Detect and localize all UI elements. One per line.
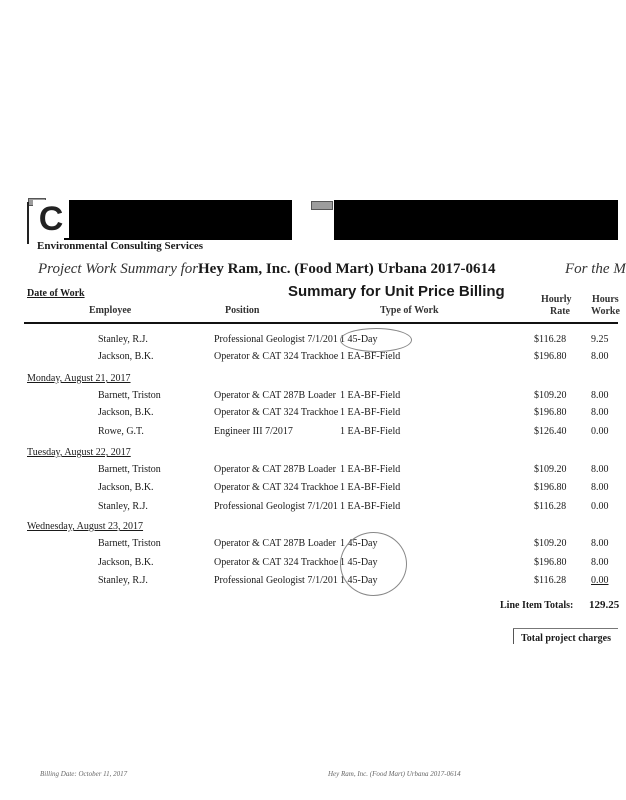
project-client: Hey Ram, Inc. (Food Mart) Urbana 2017-0614 xyxy=(198,261,496,277)
position-cell: Operator & CAT 287B Loader xyxy=(214,538,337,549)
type-cell: 1 45-Day xyxy=(340,557,378,568)
date-group-label: Wednesday, August 23, 2017 xyxy=(27,521,144,532)
employee-cell: Rowe, G.T. xyxy=(98,426,144,437)
handwritten-circle-mark xyxy=(340,532,407,596)
rate-cell: $196.80 xyxy=(534,407,567,418)
employee-cell: Stanley, R.J. xyxy=(98,334,148,345)
employee-cell: Stanley, R.J. xyxy=(98,501,148,512)
type-cell: 1 EA-BF-Field xyxy=(340,482,401,493)
header-left-border xyxy=(27,202,29,244)
date-group-label: Tuesday, August 22, 2017 xyxy=(27,447,131,458)
client-footer: Hey Ram, Inc. (Food Mart) Urbana 2017-0614 xyxy=(328,770,461,778)
hours-cell: 0.00 xyxy=(591,501,609,512)
hours-cell: 8.00 xyxy=(591,390,609,401)
hours-cell: 0.00 xyxy=(591,575,609,586)
tab-marker-center xyxy=(311,201,333,210)
position-cell: Operator & CAT 324 Trackhoe xyxy=(214,351,339,362)
type-cell: 1 EA-BF-Field xyxy=(340,407,401,418)
rate-cell: $109.20 xyxy=(534,390,567,401)
rate-cell: $116.28 xyxy=(534,501,567,512)
summary-title: Summary for Unit Price Billing xyxy=(288,283,505,300)
hours-cell: 8.00 xyxy=(591,464,609,475)
rate-cell: $126.40 xyxy=(534,426,567,437)
position-column-header: Position xyxy=(225,305,260,316)
hours-cell: 8.00 xyxy=(591,482,609,493)
position-cell: Operator & CAT 324 Trackhoe xyxy=(214,482,339,493)
rate-cell: $109.20 xyxy=(534,538,567,549)
company-logo: C xyxy=(33,200,69,238)
position-cell: Professional Geologist 7/1/201 xyxy=(214,575,338,586)
date-group-label: Monday, August 21, 2017 xyxy=(27,373,131,384)
position-cell: Operator & CAT 287B Loader xyxy=(214,390,337,401)
rate-cell: $196.80 xyxy=(534,351,567,362)
line-item-totals-label: Line Item Totals: xyxy=(500,600,574,611)
rate-cell: $116.28 xyxy=(534,334,567,345)
hours-cell: 9.25 xyxy=(591,334,609,345)
rate-cell: $196.80 xyxy=(534,557,567,568)
position-cell: Professional Geologist 7/1/201 xyxy=(214,334,338,345)
position-cell: Engineer III 7/2017 xyxy=(214,426,293,437)
redacted-block-left xyxy=(64,200,292,240)
employee-cell: Jackson, B.K. xyxy=(98,407,154,418)
employee-cell: Barnett, Triston xyxy=(98,390,161,401)
date-of-work-header: Date of Work xyxy=(27,288,85,299)
employee-cell: Stanley, R.J. xyxy=(98,575,148,586)
hourly-rate-header-line2: Rate xyxy=(550,306,570,317)
hours-worked-header-line2: Worke xyxy=(591,306,620,317)
company-tagline: Environmental Consulting Services xyxy=(37,240,204,252)
employee-cell: Barnett, Triston xyxy=(98,464,161,475)
position-cell: Operator & CAT 324 Trackhoe xyxy=(214,407,339,418)
rate-cell: $109.20 xyxy=(534,464,567,475)
project-label: Project Work Summary for: xyxy=(38,261,204,277)
type-cell: 1 EA-BF-Field xyxy=(340,464,401,475)
rate-cell: $196.80 xyxy=(534,482,567,493)
handwritten-circle-mark xyxy=(340,328,412,352)
employee-cell: Jackson, B.K. xyxy=(98,482,154,493)
hourly-rate-header-line1: Hourly xyxy=(541,294,572,305)
hours-cell: 8.00 xyxy=(591,557,609,568)
period-label: For the M xyxy=(565,261,626,277)
type-cell: 1 45-Day xyxy=(340,538,378,549)
position-cell: Professional Geologist 7/1/201 xyxy=(214,501,338,512)
employee-cell: Jackson, B.K. xyxy=(98,557,154,568)
hours-cell: 0.00 xyxy=(591,426,609,437)
employee-cell: Jackson, B.K. xyxy=(98,351,154,362)
type-cell: 1 EA-BF-Field xyxy=(340,390,401,401)
type-cell: 1 45-Day xyxy=(340,334,378,345)
employee-column-header: Employee xyxy=(89,305,132,316)
line-item-totals-value: 129.25 xyxy=(589,599,620,611)
position-cell: Operator & CAT 287B Loader xyxy=(214,464,337,475)
type-of-work-column-header: Type of Work xyxy=(380,305,439,316)
employee-cell: Barnett, Triston xyxy=(98,538,161,549)
redacted-block-right xyxy=(334,200,618,240)
type-cell: 1 EA-BF-Field xyxy=(340,351,401,362)
hours-cell: 8.00 xyxy=(591,351,609,362)
hours-cell: 8.00 xyxy=(591,407,609,418)
header-rule xyxy=(24,322,618,324)
hours-worked-header-line1: Hours xyxy=(592,294,619,305)
total-charges-top-rule xyxy=(513,628,618,629)
total-charges-bracket xyxy=(513,628,514,644)
type-cell: 1 45-Day xyxy=(340,575,378,586)
type-cell: 1 EA-BF-Field xyxy=(340,426,401,437)
hours-cell: 8.00 xyxy=(591,538,609,549)
billing-date-footer: Billing Date: October 11, 2017 xyxy=(40,770,128,778)
rate-cell: $116.28 xyxy=(534,575,567,586)
type-cell: 1 EA-BF-Field xyxy=(340,501,401,512)
position-cell: Operator & CAT 324 Trackhoe xyxy=(214,557,339,568)
total-project-charges-label: Total project charges xyxy=(521,633,611,644)
